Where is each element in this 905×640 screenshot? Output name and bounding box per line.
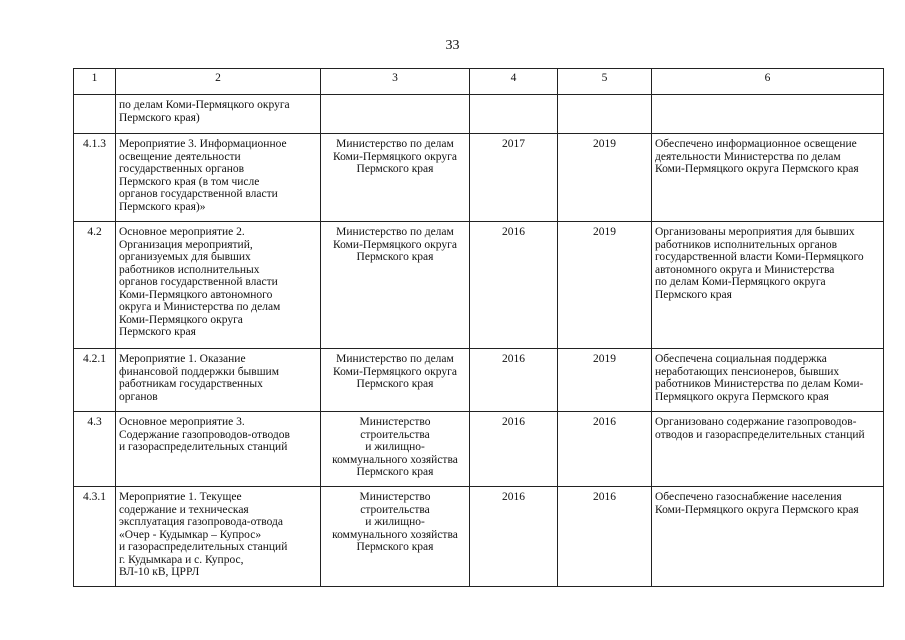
end-year: 2019: [558, 134, 652, 222]
expected-result: Обеспечена социальная поддержка неработающих пенсионеров, бывших работников Министерства по делам Коми- Пермяцкого округа Пермского края: [652, 349, 884, 412]
executor: Министерство по делам Коми-Пермяцкого округа Пермского края: [321, 222, 470, 349]
executor: Министерство по делам Коми-Пермяцкого округа Пермского края: [321, 134, 470, 222]
table-row: [74, 487, 884, 587]
event-name: по делам Коми-Пермяцкого округа Пермского края): [116, 95, 321, 134]
table-row: [74, 222, 884, 349]
expected-result: Организовано содержание газопроводов- отводов и газораспределительных станций: [652, 412, 884, 487]
executor: Министерство по делам Коми-Пермяцкого округа Пермского края: [321, 349, 470, 412]
executor: [321, 95, 470, 134]
header-cell-6: 6: [652, 69, 884, 95]
start-year: 2016: [470, 349, 558, 412]
table-row: [74, 349, 884, 412]
header-cell-5: 5: [558, 69, 652, 95]
start-year: 2017: [470, 134, 558, 222]
row-number: 4.3: [74, 412, 116, 487]
program-table: [73, 68, 884, 587]
executor: Министерство строительства и жилищно- коммунального хозяйства Пермского края: [321, 487, 470, 587]
expected-result: Организованы мероприятия для бывших работников исполнительных органов государственной власти Коми-Пермяцкого автономного округа и Министерства по делам Коми-Пермяцкого округа Пермского края: [652, 222, 884, 349]
event-name: Мероприятие 1. Оказание финансовой поддержки бывшим работникам государственных органов: [116, 349, 321, 412]
table-row: [74, 95, 884, 134]
event-name: Мероприятие 1. Текущее содержание и техническая эксплуатация газопровода-отвода «Очер - Кудымкар – Купрос» и газораспределительных станций г. Кудымкара и с. Купрос, ВЛ-10 кВ, ЦРРЛ: [116, 487, 321, 587]
row-number: 4.2.1: [74, 349, 116, 412]
start-year: [470, 95, 558, 134]
start-year: 2016: [470, 222, 558, 349]
expected-result: [652, 95, 884, 134]
row-number: 4.1.3: [74, 134, 116, 222]
header-cell-1: 1: [74, 69, 116, 95]
event-name: Мероприятие 3. Информационное освещение деятельности государственных органов Пермского края (в том числе органов государственной власти Пермского края)»: [116, 134, 321, 222]
table-row: [74, 412, 884, 487]
header-cell-4: 4: [470, 69, 558, 95]
end-year: 2019: [558, 222, 652, 349]
event-name: Основное мероприятие 3. Содержание газопроводов-отводов и газораспределительных станций: [116, 412, 321, 487]
event-name: Основное мероприятие 2. Организация мероприятий, организуемых для бывших работников исполнительных органов государственной власти Коми-Пермяцкого автономного округа и Министерства по делам Коми-Пермяцкого округа Пермского края: [116, 222, 321, 349]
start-year: 2016: [470, 487, 558, 587]
end-year: 2016: [558, 487, 652, 587]
row-number: 4.3.1: [74, 487, 116, 587]
end-year: [558, 95, 652, 134]
header-cell-2: 2: [116, 69, 321, 95]
expected-result: Обеспечено информационное освещение деятельности Министерства по делам Коми-Пермяцкого округа Пермского края: [652, 134, 884, 222]
table-row: [74, 134, 884, 222]
table-header-row: [74, 69, 884, 95]
row-number: 4.2: [74, 222, 116, 349]
end-year: 2016: [558, 412, 652, 487]
header-cell-3: 3: [321, 69, 470, 95]
expected-result: Обеспечено газоснабжение населения Коми-Пермяцкого округа Пермского края: [652, 487, 884, 587]
start-year: 2016: [470, 412, 558, 487]
executor: Министерство строительства и жилищно- коммунального хозяйства Пермского края: [321, 412, 470, 487]
row-number: [74, 95, 116, 134]
end-year: 2019: [558, 349, 652, 412]
page-number: 33: [445, 38, 460, 53]
